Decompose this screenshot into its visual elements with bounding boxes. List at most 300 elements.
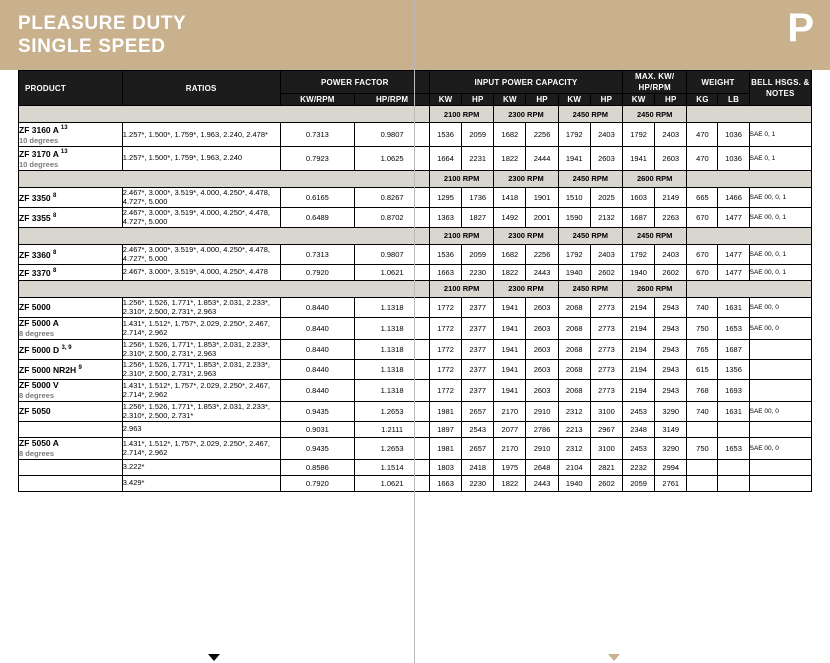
cell-input-power: 2104 [558, 459, 590, 475]
cell-input-power: 2025 [590, 187, 622, 207]
cell-hp-per-rpm: 0.9807 [355, 123, 430, 147]
table-row [19, 146, 812, 170]
cell-input-power: 1981 [429, 437, 461, 459]
table-row [19, 459, 812, 475]
cell-kw-per-rpm: 0.7313 [280, 123, 355, 147]
cell-weight: 1466 [718, 187, 749, 207]
cell-ratios: 1.257*, 1.500*, 1.759*, 1.963, 2.240 [122, 146, 280, 170]
specification-table [18, 70, 812, 492]
table-row [19, 317, 812, 339]
cell-product-degrees: 8 degrees [19, 328, 55, 338]
cell-input-power: 2773 [590, 339, 622, 359]
cell-input-power: 2059 [462, 244, 494, 264]
cell-max-power: 2403 [655, 123, 687, 147]
cell-input-power: 2821 [590, 459, 622, 475]
cell-max-power: 1792 [623, 123, 655, 147]
cell-hp-per-rpm: 1.1318 [355, 359, 430, 379]
cell-product-degrees: 10 degrees [19, 159, 59, 169]
cell-bell-hsgs-notes: SAE 00, 0 [749, 437, 811, 459]
rpm-header-label: 2100 RPM [429, 170, 493, 187]
table-row [19, 123, 812, 147]
col-max-hp: HP [655, 94, 687, 106]
cell-weight [687, 421, 718, 437]
cell-product: ZF 3355 $^8$ [19, 207, 123, 227]
rpm-header-spacer-right [687, 106, 812, 123]
cell-input-power: 1897 [429, 421, 461, 437]
cell-product: ZF 3370 $^8$ [19, 264, 123, 280]
cell-bell-hsgs-notes: SAE 0, 1 [749, 123, 811, 147]
cell-ratios: 1.431*, 1.512*, 1.757*, 2.029, 2.250*, 2.467, 2.714*, 2.962 [122, 379, 280, 401]
cell-product: ZF 3160 A $^{13}$ 10 degrees [19, 123, 123, 147]
cell-bell-hsgs-notes [749, 339, 811, 359]
cell-input-power: 1941 [494, 379, 526, 401]
cell-ratios: 3.222* [122, 459, 280, 475]
cell-input-power: 1736 [462, 187, 494, 207]
cell-input-power: 1772 [429, 379, 461, 401]
rpm-header-row [19, 106, 812, 123]
rpm-header-label: 2300 RPM [494, 280, 558, 297]
rpm-header-label: 2450 RPM [558, 280, 622, 297]
banner-right-panel [415, 0, 830, 70]
cell-bell-hsgs-notes: SAE 00, 0, 1 [749, 264, 811, 280]
cell-input-power: 1940 [558, 475, 590, 491]
cell-product: ZF 5000 NR2H $^9$ [19, 359, 123, 379]
cell-hp-per-rpm: 1.1318 [355, 317, 430, 339]
table-row [19, 207, 812, 227]
cell-bell-hsgs-notes: SAE 00, 0, 1 [749, 207, 811, 227]
cell-input-power: 1822 [494, 146, 526, 170]
cell-input-power: 1492 [494, 207, 526, 227]
table-row [19, 421, 812, 437]
cell-weight: 765 [687, 339, 718, 359]
cell-input-power: 2657 [462, 437, 494, 459]
cell-weight: 1693 [718, 379, 749, 401]
rpm-header-label: 2300 RPM [494, 170, 558, 187]
cell-input-power: 2773 [590, 297, 622, 317]
rpm-header-label: 2600 RPM [623, 170, 687, 187]
cell-input-power: 1975 [494, 459, 526, 475]
cell-product: ZF 5000 [19, 297, 123, 317]
cell-hp-per-rpm: 0.9807 [355, 244, 430, 264]
cell-input-power: 1536 [429, 123, 461, 147]
cell-hp-per-rpm: 1.2111 [355, 421, 430, 437]
table-body [19, 106, 812, 492]
cell-input-power: 2773 [590, 359, 622, 379]
table-row [19, 379, 812, 401]
cell-weight [687, 475, 718, 491]
cell-input-power: 1792 [558, 123, 590, 147]
cell-input-power: 2230 [462, 475, 494, 491]
cell-input-power: 1590 [558, 207, 590, 227]
table-row [19, 437, 812, 459]
cell-weight: 470 [687, 146, 718, 170]
cell-max-power: 3290 [655, 401, 687, 421]
cell-hp-per-rpm: 1.0621 [355, 475, 430, 491]
cell-input-power: 2068 [558, 359, 590, 379]
table-row [19, 339, 812, 359]
cell-kw-per-rpm: 0.9435 [280, 401, 355, 421]
cell-hp-per-rpm: 1.1318 [355, 297, 430, 317]
cell-bell-hsgs-notes: SAE 00, 0 [749, 401, 811, 421]
cell-ratios: 2.467*, 3.000*, 3.519*, 4.000, 4.250*, 4.478, 4.727*, 5.000 [122, 207, 280, 227]
table-row [19, 244, 812, 264]
col-kw-per-rpm: KW/RPM [280, 94, 355, 106]
cell-product: ZF 5050 [19, 401, 123, 421]
cell-input-power: 1772 [429, 359, 461, 379]
cell-max-power: 2194 [623, 339, 655, 359]
cell-kw-per-rpm: 0.9435 [280, 437, 355, 459]
cell-max-power: 1940 [623, 264, 655, 280]
cell-max-power: 2453 [623, 437, 655, 459]
cell-ratios: 1.431*, 1.512*, 1.757*, 2.029, 2.250*, 2.467, 2.714*, 2.962 [122, 437, 280, 459]
rpm-header-label: 2450 RPM [558, 227, 622, 244]
cell-input-power: 2068 [558, 339, 590, 359]
cell-input-power: 1663 [429, 475, 461, 491]
cell-ratios: 3.429* [122, 475, 280, 491]
cell-product: ZF 5000 A 8 degrees [19, 317, 123, 339]
cell-product: ZF 3360 $^8$ [19, 244, 123, 264]
cell-hp-per-rpm: 1.1514 [355, 459, 430, 475]
cell-input-power: 2648 [526, 459, 558, 475]
cell-input-power: 1418 [494, 187, 526, 207]
col-max-kw-hp-rpm: MAX. KW/ HP/RPM [623, 71, 687, 94]
cell-input-power: 2312 [558, 401, 590, 421]
col-weight-kg: KG [687, 94, 718, 106]
cell-input-power: 1941 [494, 317, 526, 339]
page-marker-right [608, 654, 620, 661]
cell-ratios: 2.467*, 3.000*, 3.519*, 4.000, 4.250*, 4.478 [122, 264, 280, 280]
table-row [19, 264, 812, 280]
cell-input-power: 2786 [526, 421, 558, 437]
cell-max-power: 1687 [623, 207, 655, 227]
cell-input-power: 2603 [590, 146, 622, 170]
cell-product: ZF 5050 A 8 degrees [19, 437, 123, 459]
cell-ratios: 2.467*, 3.000*, 3.519*, 4.000, 4.250*, 4.478, 4.727*, 5.000 [122, 244, 280, 264]
cell-input-power: 1822 [494, 475, 526, 491]
cell-input-power: 1941 [494, 359, 526, 379]
col-product: PRODUCT [19, 71, 123, 106]
cell-product: ZF 3350 $^8$ [19, 187, 123, 207]
cell-weight: 1631 [718, 297, 749, 317]
cell-input-power: 1901 [526, 187, 558, 207]
page-title-line1: PLEASURE DUTY [18, 13, 187, 34]
cell-input-power: 1536 [429, 244, 461, 264]
cell-input-power: 2444 [526, 146, 558, 170]
cell-kw-per-rpm: 0.7313 [280, 244, 355, 264]
cell-hp-per-rpm: 1.0621 [355, 264, 430, 280]
cell-weight: 670 [687, 207, 718, 227]
col-weight-lb: LB [718, 94, 749, 106]
rpm-header-spacer [19, 106, 430, 123]
cell-input-power: 2077 [494, 421, 526, 437]
cell-product [19, 421, 123, 437]
table-row [19, 401, 812, 421]
cell-input-power: 2603 [526, 317, 558, 339]
cell-weight: 1356 [718, 359, 749, 379]
cell-bell-hsgs-notes: SAE 00, 0, 1 [749, 187, 811, 207]
cell-weight: 750 [687, 317, 718, 339]
cell-product-degrees: 8 degrees [19, 448, 55, 458]
cell-weight: 1653 [718, 317, 749, 339]
cell-bell-hsgs-notes [749, 475, 811, 491]
cell-input-power: 2213 [558, 421, 590, 437]
cell-input-power: 1940 [558, 264, 590, 280]
cell-max-power: 1941 [623, 146, 655, 170]
page-title-line2: SINGLE SPEED [18, 36, 166, 57]
cell-kw-per-rpm: 0.8440 [280, 379, 355, 401]
cell-input-power: 1772 [429, 339, 461, 359]
cell-kw-per-rpm: 0.6165 [280, 187, 355, 207]
col-bell-hsgs-notes: BELL HSGS. & NOTES [749, 71, 811, 106]
cell-weight: 1036 [718, 146, 749, 170]
cell-hp-per-rpm: 1.1318 [355, 379, 430, 401]
col-input-kw-3: KW [558, 94, 590, 106]
cell-input-power: 2132 [590, 207, 622, 227]
cell-input-power: 2068 [558, 317, 590, 339]
col-input-hp-1: HP [462, 94, 494, 106]
cell-kw-per-rpm: 0.8440 [280, 317, 355, 339]
cell-max-power: 2232 [623, 459, 655, 475]
cell-max-power: 2453 [623, 401, 655, 421]
cell-ratios: 2.467*, 3.000*, 3.519*, 4.000, 4.250*, 4.478, 4.727*, 5.000 [122, 187, 280, 207]
cell-max-power: 2603 [655, 146, 687, 170]
cell-weight [687, 459, 718, 475]
cell-input-power: 2059 [462, 123, 494, 147]
cell-input-power: 2910 [526, 437, 558, 459]
cell-input-power: 3100 [590, 437, 622, 459]
col-ratios: RATIOS [122, 71, 280, 106]
cell-input-power: 2418 [462, 459, 494, 475]
page-fold-guide [414, 0, 415, 663]
cell-weight: 740 [687, 401, 718, 421]
cell-input-power: 2403 [590, 244, 622, 264]
cell-weight: 1477 [718, 264, 749, 280]
rpm-header-spacer [19, 280, 430, 297]
page-header-banner [0, 0, 830, 70]
cell-weight: 1687 [718, 339, 749, 359]
cell-input-power: 1803 [429, 459, 461, 475]
table-header [19, 71, 812, 106]
cell-weight: 750 [687, 437, 718, 459]
table-row [19, 359, 812, 379]
cell-input-power: 2443 [526, 475, 558, 491]
rpm-header-label: 2450 RPM [558, 106, 622, 123]
cell-hp-per-rpm: 1.2653 [355, 437, 430, 459]
table-row [19, 187, 812, 207]
cell-bell-hsgs-notes [749, 359, 811, 379]
col-hp-per-rpm: HP/RPM [355, 94, 430, 106]
cell-weight: 1653 [718, 437, 749, 459]
cell-input-power: 2603 [526, 359, 558, 379]
cell-max-power: 3149 [655, 421, 687, 437]
col-input-hp-2: HP [526, 94, 558, 106]
cell-kw-per-rpm: 0.7923 [280, 146, 355, 170]
cell-kw-per-rpm: 0.6489 [280, 207, 355, 227]
cell-weight: 1631 [718, 401, 749, 421]
rpm-header-spacer-right [687, 170, 812, 187]
page-title [18, 12, 186, 58]
cell-max-power: 2943 [655, 379, 687, 401]
cell-weight [718, 459, 749, 475]
cell-input-power: 2603 [526, 339, 558, 359]
rpm-header-label: 2100 RPM [429, 106, 493, 123]
cell-input-power: 1772 [429, 317, 461, 339]
rpm-header-label: 2450 RPM [558, 170, 622, 187]
cell-max-power: 1603 [623, 187, 655, 207]
cell-max-power: 2194 [623, 297, 655, 317]
cell-max-power: 2149 [655, 187, 687, 207]
cell-kw-per-rpm: 0.9031 [280, 421, 355, 437]
cell-hp-per-rpm: 1.0625 [355, 146, 430, 170]
table-row [19, 475, 812, 491]
cell-bell-hsgs-notes: SAE 00, 0 [749, 297, 811, 317]
cell-kw-per-rpm: 0.7920 [280, 475, 355, 491]
rpm-header-label: 2300 RPM [494, 227, 558, 244]
cell-input-power: 2443 [526, 264, 558, 280]
rpm-header-row [19, 280, 812, 297]
cell-input-power: 2773 [590, 379, 622, 401]
cell-hp-per-rpm: 1.2653 [355, 401, 430, 421]
cell-ratios: 1.256*, 1.526, 1.771*, 1.853*, 2.031, 2.233*, 2.310*, 2.500, 2.731*, 2.963 [122, 359, 280, 379]
cell-weight: 768 [687, 379, 718, 401]
cell-hp-per-rpm: 0.8267 [355, 187, 430, 207]
cell-max-power: 2348 [623, 421, 655, 437]
cell-input-power: 2967 [590, 421, 622, 437]
cell-kw-per-rpm: 0.7920 [280, 264, 355, 280]
cell-ratios: 1.256*, 1.526, 1.771*, 1.853*, 2.031, 2.233*, 2.310*, 2.500, 2.731* [122, 401, 280, 421]
cell-input-power: 1772 [429, 297, 461, 317]
cell-input-power: 2068 [558, 297, 590, 317]
cell-input-power: 1682 [494, 123, 526, 147]
cell-max-power: 2943 [655, 297, 687, 317]
cell-input-power: 2657 [462, 401, 494, 421]
rpm-header-row [19, 170, 812, 187]
cell-max-power: 2943 [655, 359, 687, 379]
cell-input-power: 2256 [526, 244, 558, 264]
cell-input-power: 2910 [526, 401, 558, 421]
cell-input-power: 2170 [494, 437, 526, 459]
cell-input-power: 2312 [558, 437, 590, 459]
cell-weight: 1477 [718, 207, 749, 227]
rpm-header-row [19, 227, 812, 244]
cell-product: ZF 3170 A $^{13}$ 10 degrees [19, 146, 123, 170]
cell-input-power: 1827 [462, 207, 494, 227]
cell-input-power: 2602 [590, 264, 622, 280]
cell-bell-hsgs-notes: SAE 0, 1 [749, 146, 811, 170]
cell-max-power: 2994 [655, 459, 687, 475]
col-input-power-capacity: INPUT POWER CAPACITY [429, 71, 622, 94]
cell-bell-hsgs-notes [749, 379, 811, 401]
cell-input-power: 2068 [558, 379, 590, 401]
cell-product-degrees: 8 degrees [19, 390, 55, 400]
cell-input-power: 1663 [429, 264, 461, 280]
cell-input-power: 1295 [429, 187, 461, 207]
cell-kw-per-rpm: 0.8440 [280, 339, 355, 359]
cell-weight [718, 421, 749, 437]
cell-bell-hsgs-notes: SAE 00, 0, 1 [749, 244, 811, 264]
rpm-header-spacer [19, 227, 430, 244]
cell-input-power: 1941 [558, 146, 590, 170]
col-input-kw-2: KW [494, 94, 526, 106]
cell-product [19, 475, 123, 491]
cell-max-power: 2602 [655, 264, 687, 280]
cell-max-power: 2194 [623, 317, 655, 339]
cell-weight: 740 [687, 297, 718, 317]
cell-input-power: 2170 [494, 401, 526, 421]
cell-input-power: 2230 [462, 264, 494, 280]
cell-kw-per-rpm: 0.8440 [280, 297, 355, 317]
cell-input-power: 2231 [462, 146, 494, 170]
cell-product [19, 459, 123, 475]
rpm-header-label: 2450 RPM [623, 227, 687, 244]
rpm-header-label: 2300 RPM [494, 106, 558, 123]
cell-max-power: 2194 [623, 379, 655, 401]
cell-input-power: 1682 [494, 244, 526, 264]
cell-bell-hsgs-notes: SAE 00, 0 [749, 317, 811, 339]
page-marker-left [208, 654, 220, 661]
rpm-header-label: 2600 RPM [623, 280, 687, 297]
rpm-header-spacer-right [687, 227, 812, 244]
cell-input-power: 2377 [462, 359, 494, 379]
cell-ratios: 1.431*, 1.512*, 1.757*, 2.029, 2.250*, 2.467, 2.714*, 2.962 [122, 317, 280, 339]
cell-weight: 470 [687, 123, 718, 147]
rpm-header-spacer [19, 170, 430, 187]
col-power-factor: POWER FACTOR [280, 71, 429, 94]
rpm-header-label: 2100 RPM [429, 280, 493, 297]
cell-max-power: 2263 [655, 207, 687, 227]
cell-ratios: 1.256*, 1.526, 1.771*, 1.853*, 2.031, 2.233*, 2.310*, 2.500, 2.731*, 2.963 [122, 339, 280, 359]
col-input-kw-1: KW [429, 94, 461, 106]
cell-max-power: 2403 [655, 244, 687, 264]
col-input-hp-3: HP [590, 94, 622, 106]
cell-input-power: 2403 [590, 123, 622, 147]
cell-kw-per-rpm: 0.8586 [280, 459, 355, 475]
cell-input-power: 3100 [590, 401, 622, 421]
cell-weight: 1477 [718, 244, 749, 264]
cell-weight: 670 [687, 244, 718, 264]
cell-input-power: 2377 [462, 297, 494, 317]
cell-input-power: 2603 [526, 379, 558, 401]
cell-product: ZF 5000 V 8 degrees [19, 379, 123, 401]
cell-max-power: 2761 [655, 475, 687, 491]
cell-max-power: 2943 [655, 317, 687, 339]
table-row [19, 297, 812, 317]
cell-max-power: 1792 [623, 244, 655, 264]
cell-product: ZF 5000 D $^{3, 9}$ [19, 339, 123, 359]
cell-max-power: 2059 [623, 475, 655, 491]
cell-input-power: 1792 [558, 244, 590, 264]
col-max-kw: KW [623, 94, 655, 106]
cell-ratios: 1.256*, 1.526, 1.771*, 1.853*, 2.031, 2.233*, 2.310*, 2.500, 2.731*, 2.963 [122, 297, 280, 317]
cell-input-power: 2256 [526, 123, 558, 147]
cell-input-power: 2377 [462, 339, 494, 359]
cell-input-power: 1363 [429, 207, 461, 227]
cell-input-power: 2602 [590, 475, 622, 491]
cell-input-power: 2603 [526, 297, 558, 317]
cell-weight: 670 [687, 264, 718, 280]
cell-hp-per-rpm: 1.1318 [355, 339, 430, 359]
cell-input-power: 2773 [590, 317, 622, 339]
table-header-row-1 [19, 71, 812, 94]
cell-input-power: 1981 [429, 401, 461, 421]
cell-max-power: 2194 [623, 359, 655, 379]
col-weight: WEIGHT [687, 71, 749, 94]
cell-weight: 665 [687, 187, 718, 207]
cell-input-power: 2377 [462, 317, 494, 339]
cell-input-power: 2543 [462, 421, 494, 437]
cell-bell-hsgs-notes [749, 459, 811, 475]
cell-bell-hsgs-notes [749, 421, 811, 437]
